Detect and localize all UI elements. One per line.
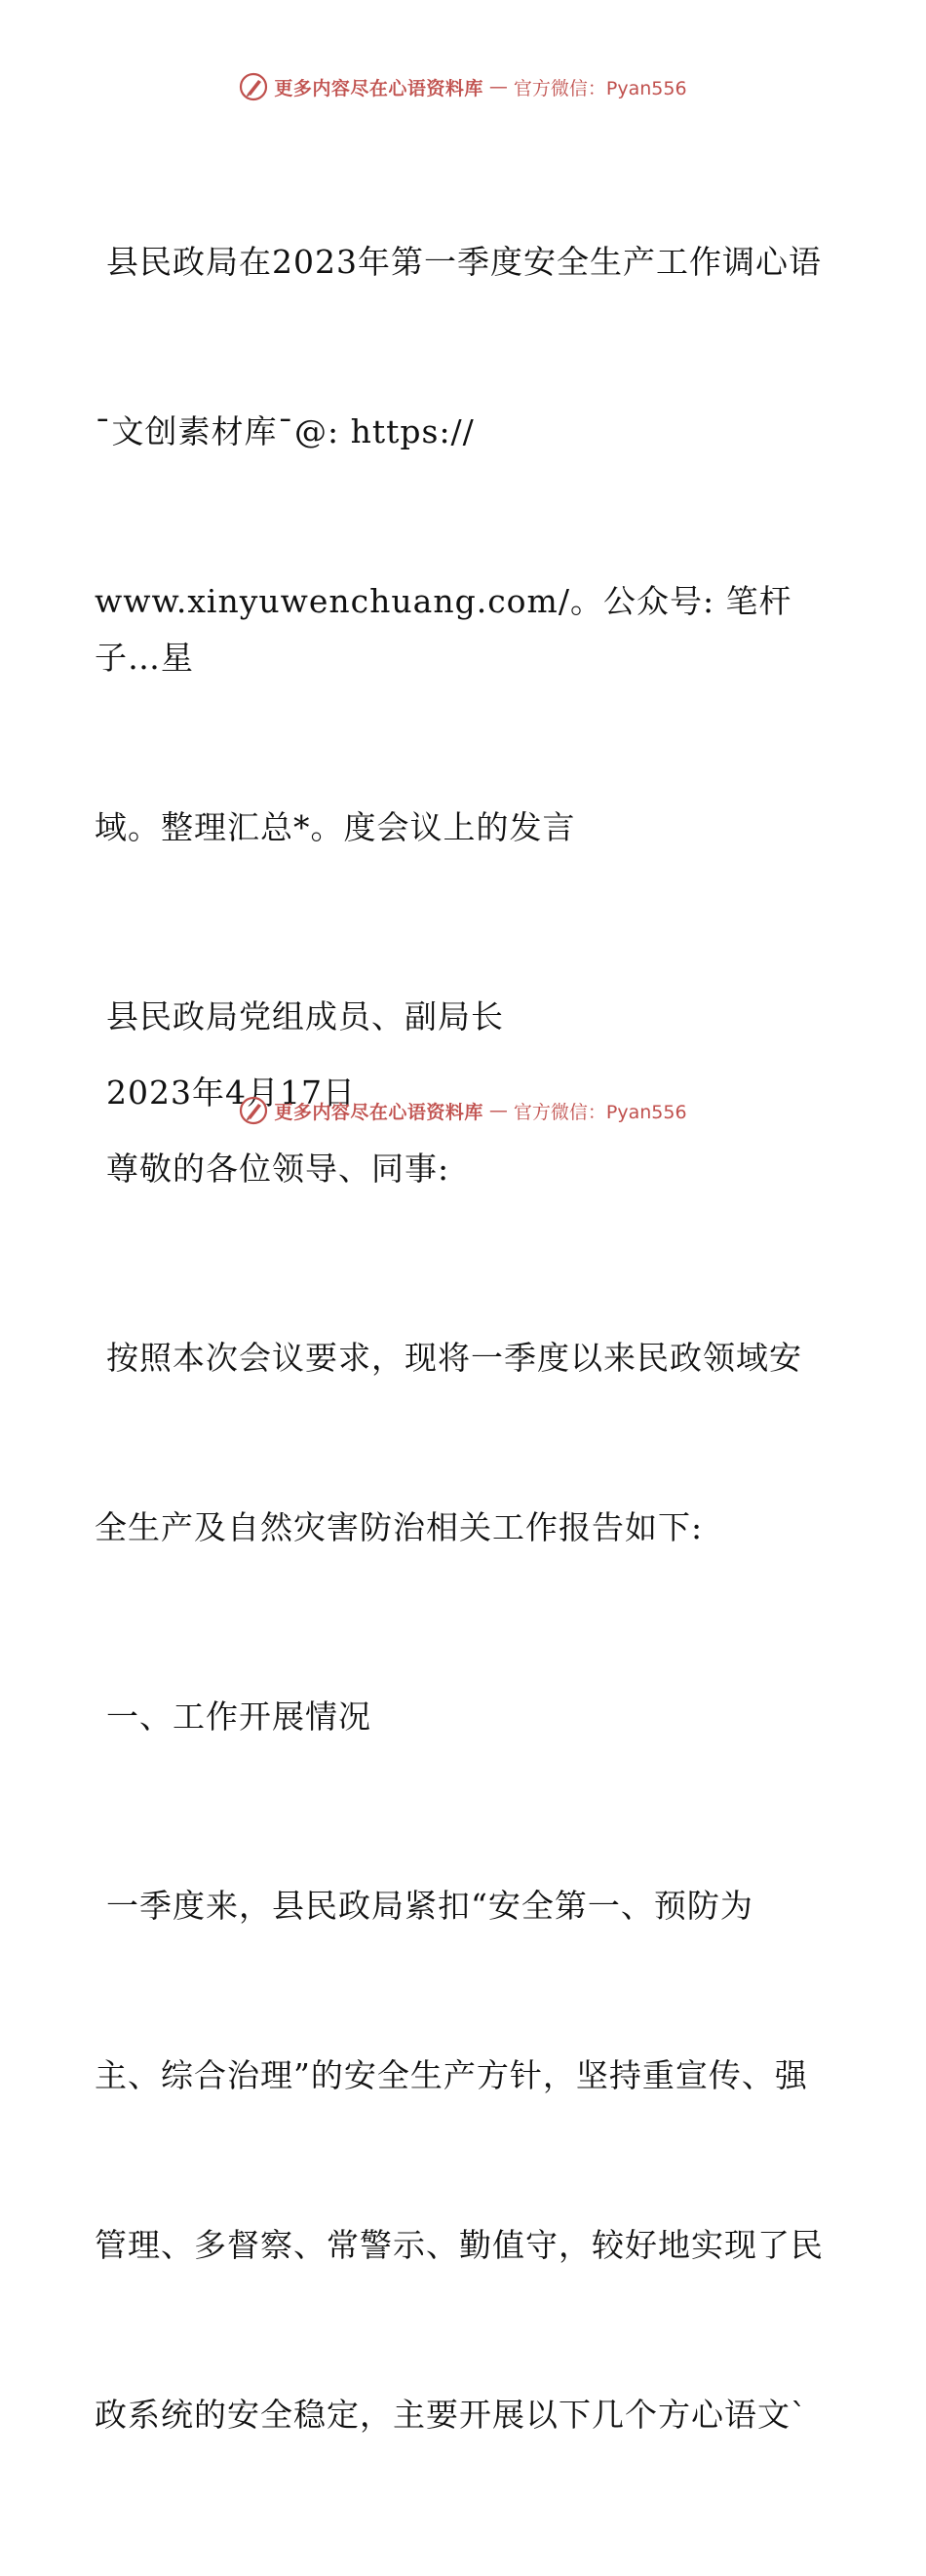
body-line: 管理、多督察、常警示、勤值守，较好地实现了民 xyxy=(95,2226,824,2264)
footer-watermark xyxy=(0,1096,926,1125)
header-watermark xyxy=(0,72,926,101)
watermark-contact: 官方微信：Pyan556 xyxy=(513,77,687,99)
title-line: 域。整理汇总*。度会议上的发言 xyxy=(95,808,576,846)
body-line: 一季度来，县民政局紧扣“安全第一、预防为 xyxy=(106,1887,753,1925)
watermark-dash: — xyxy=(488,1100,508,1121)
body-line: 主、综合治理”的安全生产方针，坚持重宣传、强 xyxy=(95,2056,808,2094)
title-line: 县民政局在2023年第一季度安全生产工作调心语 xyxy=(106,243,822,281)
intro-paragraph xyxy=(95,1217,835,1669)
intro-line: 按照本次会议要求，现将一季度以来民政领域安 xyxy=(106,1339,802,1377)
watermark-brand: 更多内容尽在心语资料库 xyxy=(274,1101,483,1123)
watermark-brand: 更多内容尽在心语资料库 xyxy=(274,77,483,99)
document-body xyxy=(95,121,835,2576)
watermark-contact: 官方微信：Pyan556 xyxy=(513,1101,687,1123)
pen-logo-icon xyxy=(239,1096,268,1125)
greeting: 尊敬的各位领导、同事: xyxy=(106,1150,450,1188)
document-title xyxy=(95,121,835,969)
body-paragraph xyxy=(95,1765,835,2556)
date-line: 2023年4月17日 xyxy=(106,1073,356,1112)
intro-line: 全生产及自然灾害防治相关工作报告如下: xyxy=(95,1508,704,1546)
body-line: 政系统的安全稳定，主要开展以下几个方心语文` xyxy=(95,2396,808,2434)
title-line: ¯文创素材库¯@: https:// xyxy=(95,412,475,450)
author-line: 县民政局党组成员、副局长 xyxy=(106,997,504,1035)
pen-logo-icon xyxy=(239,72,268,101)
watermark-dash: — xyxy=(488,76,508,98)
title-line: www.xinyuwenchuang.com/。公众号: 笔杆子…星 xyxy=(95,582,792,677)
section-heading: 一、工作开展情况 xyxy=(106,1698,371,1736)
